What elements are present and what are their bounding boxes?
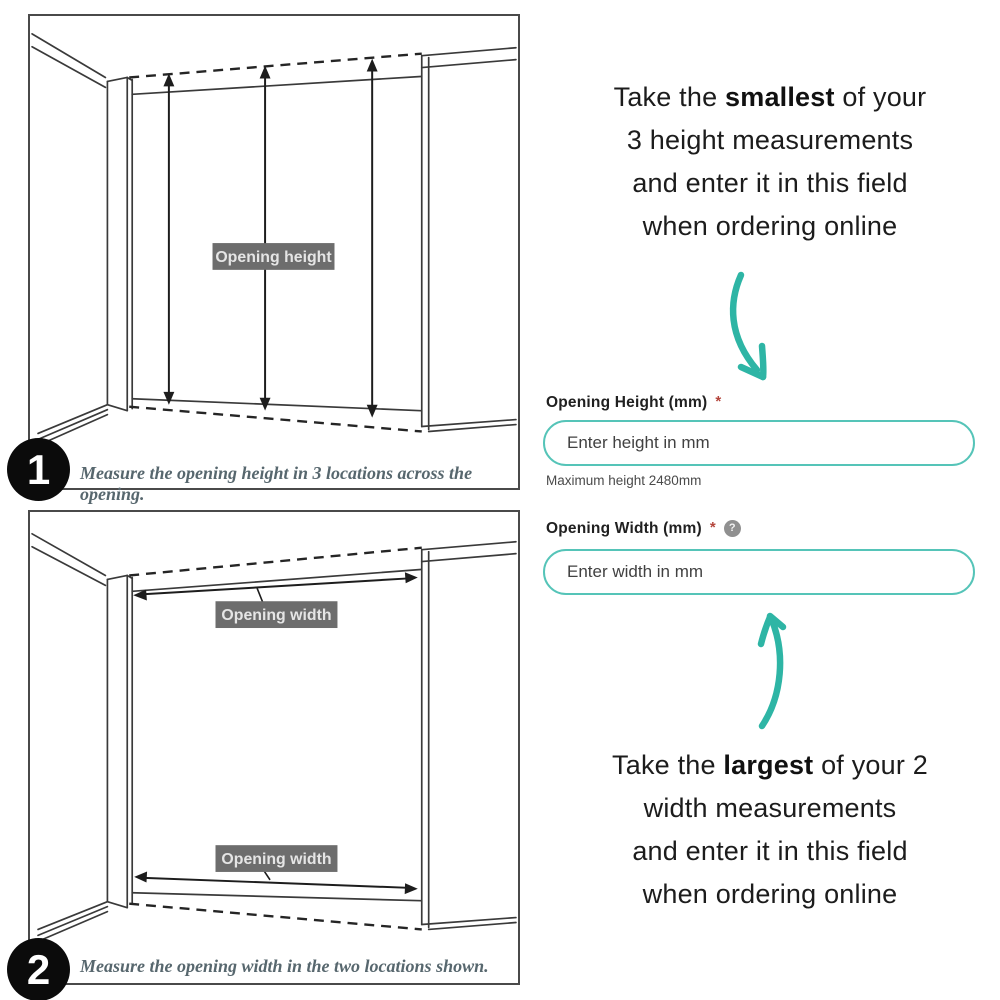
- largest-emphasis: largest: [723, 750, 814, 780]
- opening-width-input[interactable]: [543, 549, 975, 595]
- height-instruction-line-4: when ordering online: [642, 211, 898, 241]
- width-instruction-line-2: width measurements: [643, 793, 897, 823]
- step-2-number: 2: [26, 945, 51, 993]
- opening-height-field-label: Opening Height (mm): [546, 394, 708, 411]
- width-instruction-text: [540, 744, 1000, 916]
- svg-text:Opening width: Opening width: [221, 851, 332, 869]
- room-outline: [32, 534, 516, 942]
- opening-height-field-label-row: [546, 394, 721, 412]
- required-asterisk: *: [715, 392, 722, 410]
- room-outline: [32, 34, 516, 446]
- height-measure-arrows: [163, 59, 377, 418]
- opening-height-drawing: [30, 16, 518, 488]
- opening-width-field-label-row: [546, 520, 741, 538]
- opening-height-label: [213, 243, 335, 270]
- width-instruction-line-3: and enter it in this field: [632, 836, 908, 866]
- width-instruction-line-4: when ordering online: [642, 879, 898, 909]
- step-1-number: 1: [26, 445, 51, 493]
- svg-text:Opening width: Opening width: [221, 607, 332, 625]
- help-icon[interactable]: ?: [724, 520, 741, 537]
- curved-arrow-down-icon: [716, 266, 778, 388]
- height-instruction-line-3: and enter it in this field: [632, 168, 908, 198]
- measure-extent-dashed-lines: [129, 54, 422, 432]
- smallest-emphasis: smallest: [725, 82, 835, 112]
- opening-width-drawing: [30, 512, 518, 983]
- opening-width-label-bottom: [215, 845, 337, 880]
- opening-width-field-label: Opening Width (mm): [546, 520, 702, 537]
- max-height-note: Maximum height 2480mm: [546, 473, 702, 488]
- step-1-badge: [7, 438, 70, 501]
- height-instruction-line-1: Take the smallest of your: [613, 82, 927, 112]
- height-instruction-text: [540, 76, 1000, 248]
- opening-width-label-top: [215, 588, 337, 628]
- opening-width-diagram: [28, 510, 520, 985]
- width-instruction-line-1: Take the largest of your 2: [612, 750, 928, 780]
- required-asterisk: *: [709, 518, 716, 536]
- opening-height-diagram: [28, 14, 520, 490]
- curved-arrow-up-icon: [744, 598, 800, 734]
- step-2-badge: [7, 938, 70, 1000]
- opening-height-input[interactable]: [543, 420, 975, 466]
- height-instruction-line-2: 3 height measurements: [626, 125, 914, 155]
- svg-text:Opening height: Opening height: [215, 248, 332, 266]
- step-2-caption: Measure the opening width in the two locations shown.: [80, 956, 489, 976]
- step-1-caption: Measure the opening height in 3 locations across the opening.: [80, 463, 473, 504]
